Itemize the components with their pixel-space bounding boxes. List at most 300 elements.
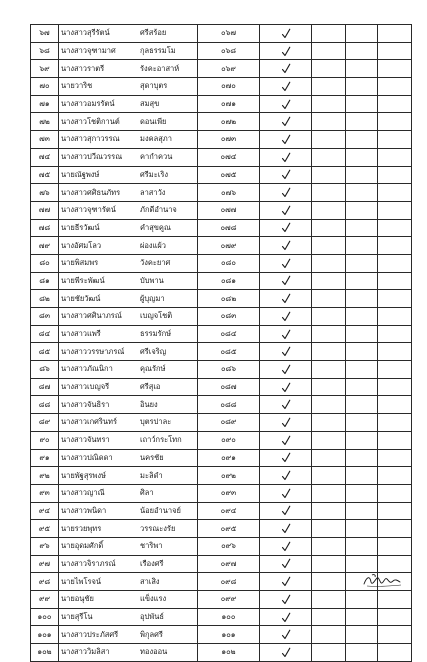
given-name: นางสาวราตรี (59, 60, 139, 78)
seat-number: ๐๘๑ (198, 272, 260, 290)
empty-cell (378, 184, 412, 202)
check-mark-icon (281, 470, 291, 481)
empty-cell (312, 484, 346, 502)
check-mark-icon (281, 541, 291, 552)
given-name: นายรวยพุทร (59, 520, 139, 538)
surname: เถาว์กระโทก (138, 431, 198, 449)
row-number: ๑๐๐ (31, 608, 59, 626)
check-mark-icon (281, 505, 291, 516)
given-name: นางสาวเบญจรี (59, 378, 139, 396)
empty-cell (346, 467, 378, 485)
check-cell (260, 626, 312, 644)
empty-cell (312, 25, 346, 43)
empty-cell (312, 608, 346, 626)
given-name: นายวาริช (59, 78, 139, 96)
table-row (31, 325, 412, 343)
surname: บุตรปาละ (138, 414, 198, 432)
empty-cell (312, 449, 346, 467)
given-name: นายณัฐพงษ์ (59, 166, 139, 184)
empty-cell (312, 42, 346, 60)
empty-cell (346, 520, 378, 538)
table-row (31, 184, 412, 202)
row-number: ๙๓ (31, 484, 59, 502)
given-name: นางสาวญาณี (59, 484, 139, 502)
empty-cell (312, 219, 346, 237)
empty-cell (346, 644, 378, 662)
table-row (31, 148, 412, 166)
empty-cell (378, 449, 412, 467)
table-row (31, 308, 412, 326)
given-name: นางสาววิมลิสา (59, 644, 139, 662)
check-cell (260, 95, 312, 113)
empty-cell (378, 626, 412, 644)
empty-cell (312, 467, 346, 485)
given-name: นางสาวศศิธนภัทร (59, 184, 139, 202)
row-number: ๗๒ (31, 113, 59, 131)
check-mark-icon (281, 558, 291, 569)
row-number: ๗๙ (31, 237, 59, 255)
empty-cell (378, 148, 412, 166)
check-mark-icon (281, 293, 291, 304)
empty-cell (346, 95, 378, 113)
check-cell (260, 325, 312, 343)
table-row (31, 484, 412, 502)
given-name: นางสาวประภัสศรี (59, 626, 139, 644)
check-cell (260, 573, 312, 591)
surname: ธรรมรักษ์ (138, 325, 198, 343)
table-row (31, 520, 412, 538)
surname: ศรีสร้อย (138, 25, 198, 43)
surname: สมสุข (138, 95, 198, 113)
empty-cell (378, 396, 412, 414)
check-cell (260, 520, 312, 538)
empty-cell (378, 25, 412, 43)
empty-cell (312, 555, 346, 573)
empty-cell (312, 325, 346, 343)
empty-cell (312, 60, 346, 78)
row-number: ๗๕ (31, 166, 59, 184)
seat-number: ๐๗๖ (198, 184, 260, 202)
given-name: นางสาวปวีณวรรณ (59, 148, 139, 166)
check-cell (260, 219, 312, 237)
check-cell (260, 396, 312, 414)
empty-cell (346, 113, 378, 131)
empty-cell (378, 608, 412, 626)
empty-cell (346, 131, 378, 149)
empty-cell (378, 431, 412, 449)
given-name: นายไพโรจน์ (59, 573, 139, 591)
row-number: ๑๐๒ (31, 644, 59, 662)
roster-body (31, 25, 412, 662)
given-name: นายชัยวัฒน์ (59, 290, 139, 308)
empty-cell (378, 308, 412, 326)
empty-cell (346, 308, 378, 326)
check-cell (260, 254, 312, 272)
seat-number: ๐๗๒ (198, 113, 260, 131)
surname: อุปพันธ์ (138, 608, 198, 626)
table-row (31, 60, 412, 78)
check-mark-icon (281, 488, 291, 499)
empty-cell (312, 520, 346, 538)
empty-cell (378, 201, 412, 219)
check-cell (260, 484, 312, 502)
check-cell (260, 502, 312, 520)
empty-cell (312, 343, 346, 361)
check-mark-icon (281, 346, 291, 357)
surname: เบญจโชติ (138, 308, 198, 326)
seat-number: ๐๙๕ (198, 520, 260, 538)
row-number: ๙๒ (31, 467, 59, 485)
surname: ชาริพา (138, 537, 198, 555)
surname: ทองออน (138, 644, 198, 662)
empty-cell (346, 325, 378, 343)
empty-cell (378, 42, 412, 60)
seat-number: ๐๗๑ (198, 95, 260, 113)
check-mark-icon (281, 28, 291, 39)
empty-cell (346, 219, 378, 237)
row-number: ๙๙ (31, 591, 59, 609)
empty-cell (312, 378, 346, 396)
check-mark-icon (281, 63, 291, 74)
table-row (31, 78, 412, 96)
check-cell (260, 148, 312, 166)
given-name: นายพิสมพร (59, 254, 139, 272)
surname: สุดาบุตร (138, 78, 198, 96)
check-mark-icon (281, 152, 291, 163)
empty-cell (312, 166, 346, 184)
check-mark-icon (281, 99, 291, 110)
surname: ภักดีอำนาจ (138, 201, 198, 219)
check-cell (260, 361, 312, 379)
surname: บับพาน (138, 272, 198, 290)
check-mark-icon (281, 205, 291, 216)
seat-number: ๐๘๗ (198, 378, 260, 396)
check-mark-icon (281, 523, 291, 534)
seat-number: ๐๙๓ (198, 484, 260, 502)
row-number: ๘๔ (31, 325, 59, 343)
empty-cell (346, 166, 378, 184)
given-name: นางสาวปณิดดา (59, 449, 139, 467)
seat-number: ๐๖๗ (198, 25, 260, 43)
surname: คำสุขคูณ (138, 219, 198, 237)
empty-cell (378, 555, 412, 573)
table-row (31, 644, 412, 662)
surname: สาเสิง (138, 573, 198, 591)
roster-table (30, 24, 412, 662)
check-mark-icon (281, 222, 291, 233)
given-name: นางสาวพนิดา (59, 502, 139, 520)
check-cell (260, 60, 312, 78)
check-cell (260, 78, 312, 96)
table-row (31, 414, 412, 432)
empty-cell (346, 148, 378, 166)
empty-cell (312, 131, 346, 149)
empty-cell (346, 290, 378, 308)
given-name: นายธีรวัฒน์ (59, 219, 139, 237)
check-mark-icon (281, 629, 291, 640)
empty-cell (312, 361, 346, 379)
check-cell (260, 237, 312, 255)
row-number: ๗๐ (31, 78, 59, 96)
surname: ผ่องแผ้ว (138, 237, 198, 255)
check-cell (260, 644, 312, 662)
seat-number: ๐๗๙ (198, 237, 260, 255)
row-number: ๘๕ (31, 343, 59, 361)
surname: ศรีเจริญ (138, 343, 198, 361)
given-name: นายพัฐสุรพงษ์ (59, 467, 139, 485)
seat-number: ๐๙๗ (198, 555, 260, 573)
given-name: นางอัศมโลว (59, 237, 139, 255)
check-mark-icon (281, 594, 291, 605)
row-number: ๘๘ (31, 396, 59, 414)
seat-number: ๐๙๙ (198, 591, 260, 609)
given-name: นายอุดมศักดิ์ (59, 537, 139, 555)
given-name: นางสาวสุรีรัตน์ (59, 25, 139, 43)
seat-number: ๐๙๘ (198, 573, 260, 591)
given-name: นางสาวอมรรัตน์ (59, 95, 139, 113)
empty-cell (312, 396, 346, 414)
seat-number: ๐๘๓ (198, 308, 260, 326)
empty-cell (378, 502, 412, 520)
check-mark-icon (281, 417, 291, 428)
empty-cell (378, 343, 412, 361)
seat-number: ๐๘๘ (198, 396, 260, 414)
empty-cell (378, 113, 412, 131)
given-name: นางสาวจันธิรา (59, 396, 139, 414)
check-mark-icon (281, 329, 291, 340)
table-row (31, 290, 412, 308)
check-mark-icon (281, 612, 291, 623)
row-number: ๘๒ (31, 290, 59, 308)
table-row (31, 95, 412, 113)
surname: แข็งแรง (138, 591, 198, 609)
given-name: นางสาวศศินาภรณ์ (59, 308, 139, 326)
empty-cell (312, 113, 346, 131)
check-cell (260, 42, 312, 60)
check-cell (260, 201, 312, 219)
table-row (31, 237, 412, 255)
check-mark-icon (281, 187, 291, 198)
given-name: นางสาวจุฑารัตน์ (59, 201, 139, 219)
surname: มงคลสุภา (138, 131, 198, 149)
empty-cell (346, 254, 378, 272)
empty-cell (378, 325, 412, 343)
table-row (31, 343, 412, 361)
empty-cell (346, 537, 378, 555)
check-mark-icon (281, 116, 291, 127)
seat-number: ๐๘๖ (198, 361, 260, 379)
seat-number: ๐๘๔ (198, 325, 260, 343)
empty-cell (378, 78, 412, 96)
check-cell (260, 591, 312, 609)
check-mark-icon (281, 382, 291, 393)
row-number: ๗๔ (31, 148, 59, 166)
empty-cell (312, 644, 346, 662)
empty-cell (312, 308, 346, 326)
table-row (31, 608, 412, 626)
row-number: ๘๐ (31, 254, 59, 272)
seat-number: ๐๗๗ (198, 201, 260, 219)
empty-cell (378, 290, 412, 308)
check-mark-icon (281, 364, 291, 375)
surname: คากำควน (138, 148, 198, 166)
empty-cell (346, 591, 378, 609)
surname: ดอนเพีย (138, 113, 198, 131)
check-cell (260, 131, 312, 149)
empty-cell (312, 591, 346, 609)
row-number: ๘๑ (31, 272, 59, 290)
surname: พิกุลศรี (138, 626, 198, 644)
surname: รังคะอาสาห์ (138, 60, 198, 78)
row-number: ๙๗ (31, 555, 59, 573)
empty-cell (346, 78, 378, 96)
seat-number: ๐๘๒ (198, 290, 260, 308)
empty-cell (346, 431, 378, 449)
empty-cell (346, 608, 378, 626)
empty-cell (346, 60, 378, 78)
check-mark-icon (281, 275, 291, 286)
surname: อินยง (138, 396, 198, 414)
seat-number: ๐๗๔ (198, 148, 260, 166)
empty-cell (378, 537, 412, 555)
row-number: ๘๙ (31, 414, 59, 432)
empty-cell (312, 78, 346, 96)
given-name: นายอนุชัย (59, 591, 139, 609)
table-row (31, 131, 412, 149)
table-row (31, 361, 412, 379)
table-row (31, 113, 412, 131)
surname: วังคะยาศ (138, 254, 198, 272)
check-cell (260, 378, 312, 396)
table-row (31, 467, 412, 485)
empty-cell (378, 414, 412, 432)
empty-cell (378, 272, 412, 290)
seat-number: ๐๙๑ (198, 449, 260, 467)
empty-cell (346, 201, 378, 219)
seat-number: ๐๘๙ (198, 414, 260, 432)
empty-cell (312, 537, 346, 555)
empty-cell (378, 361, 412, 379)
check-cell (260, 308, 312, 326)
empty-cell (378, 237, 412, 255)
check-cell (260, 184, 312, 202)
given-name: นางสาววรรษาภรณ์ (59, 343, 139, 361)
table-row (31, 201, 412, 219)
empty-cell (378, 591, 412, 609)
seat-number: ๑๐๐ (198, 608, 260, 626)
seat-number: ๐๘๕ (198, 343, 260, 361)
row-number: ๗๑ (31, 95, 59, 113)
table-row (31, 591, 412, 609)
check-mark-icon (281, 452, 291, 463)
surname: ผู้บุญมา (138, 290, 198, 308)
check-mark-icon (281, 435, 291, 446)
empty-cell (346, 502, 378, 520)
check-cell (260, 272, 312, 290)
row-number: ๙๕ (31, 520, 59, 538)
surname: ศรีสุเอ (138, 378, 198, 396)
check-cell (260, 166, 312, 184)
check-cell (260, 414, 312, 432)
empty-cell (312, 95, 346, 113)
check-mark-icon (281, 399, 291, 410)
table-row (31, 42, 412, 60)
handwritten-signature (362, 572, 402, 590)
empty-cell (312, 254, 346, 272)
empty-cell (312, 414, 346, 432)
empty-cell (346, 42, 378, 60)
given-name: นางสาวภัณนิกา (59, 361, 139, 379)
table-row (31, 378, 412, 396)
empty-cell (378, 219, 412, 237)
check-mark-icon (281, 169, 291, 180)
seat-number: ๐๖๙ (198, 60, 260, 78)
check-cell (260, 25, 312, 43)
empty-cell (346, 25, 378, 43)
empty-cell (346, 414, 378, 432)
surname: นครชัย (138, 449, 198, 467)
empty-cell (312, 626, 346, 644)
given-name: นายสุรีโน (59, 608, 139, 626)
seat-number: ๐๙๒ (198, 467, 260, 485)
empty-cell (312, 201, 346, 219)
surname: มะลิดำ (138, 467, 198, 485)
check-mark-icon (281, 134, 291, 145)
row-number: ๗๓ (31, 131, 59, 149)
empty-cell (346, 237, 378, 255)
check-cell (260, 449, 312, 467)
check-mark-icon (281, 647, 291, 658)
seat-number: ๐๙๔ (198, 502, 260, 520)
check-cell (260, 467, 312, 485)
empty-cell (378, 166, 412, 184)
seat-number: ๐๙๐ (198, 431, 260, 449)
empty-cell (378, 254, 412, 272)
table-row (31, 25, 412, 43)
table-row (31, 219, 412, 237)
seat-number: ๐๖๘ (198, 42, 260, 60)
table-row (31, 449, 412, 467)
seat-number: ๐๗๓ (198, 131, 260, 149)
surname: คุณรักษ์ (138, 361, 198, 379)
row-number: ๗๗ (31, 201, 59, 219)
table-row (31, 626, 412, 644)
empty-cell (346, 184, 378, 202)
table-row (31, 573, 412, 591)
surname: วรรณะงรัย (138, 520, 198, 538)
given-name: นางสาวโชติกานต์ (59, 113, 139, 131)
table-row (31, 555, 412, 573)
check-mark-icon (281, 311, 291, 322)
given-name: นางสาวจิราภรณ์ (59, 555, 139, 573)
given-name: นายพีระพัฒน์ (59, 272, 139, 290)
seat-number: ๐๙๖ (198, 537, 260, 555)
row-number: ๙๔ (31, 502, 59, 520)
empty-cell (346, 272, 378, 290)
check-cell (260, 113, 312, 131)
empty-cell (312, 272, 346, 290)
given-name: นางสาวสุกาวรรณ (59, 131, 139, 149)
row-number: ๗๖ (31, 184, 59, 202)
row-number: ๖๙ (31, 60, 59, 78)
table-row (31, 166, 412, 184)
given-name: นางสาวจันทรา (59, 431, 139, 449)
check-cell (260, 608, 312, 626)
empty-cell (346, 343, 378, 361)
row-number: ๘๖ (31, 361, 59, 379)
table-row (31, 537, 412, 555)
empty-cell (312, 431, 346, 449)
